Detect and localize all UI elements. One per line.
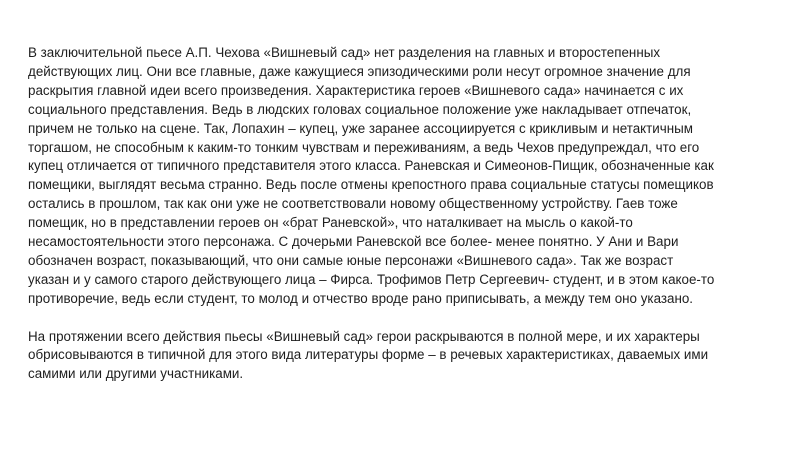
text-line: помещик, но в представлении героев он «брат Раневской», что наталкивает на мысль о какой-то [28, 215, 633, 231]
paragraph-1 [28, 44, 784, 309]
text-line: обрисовываются в типичной для этого вида литературы форме – в речевых характеристиках, даваемых ими [28, 347, 709, 363]
paragraph-2 [28, 328, 784, 385]
text-line: купец отличается от типичного представителя этого класса. Раневская и Симеонов-Пищик, обозначенные как [28, 158, 714, 174]
text-body [28, 44, 784, 384]
text-line: раскрытия главной идеи всего произведения. Характеристика героев «Вишневого сада» начинается с их [28, 82, 684, 98]
text-line: торгашом, не способным к каким-то тонким чувствам и переживаниям, а ведь Чехов предупреждал, что его [28, 139, 700, 155]
text-line: помещики, выглядят весьма странно. Ведь после отмены крепостного права социальные статусы помещиков [28, 177, 714, 193]
text-line: причем не только на сцене. Так, Лопахин – купец, уже заранее ассоциируется с крикливым и нетактичным [28, 120, 693, 136]
text-line: На протяжении всего действия пьесы «Вишневый сад» герои раскрываются в полной мере, и их характеры [28, 328, 700, 344]
text-line: действующих лиц. Они все главные, даже кажущиеся эпизодическими роли несут огромное значение для [28, 63, 691, 79]
text-line: социального представления. Ведь в людских головах социальное положение уже накладывает отпечаток, [28, 101, 692, 117]
text-line: остались в прошлом, так как они уже не соответствовали новому общественному устройству. Гаев тоже [28, 196, 678, 212]
text-line: В заключительной пьесе А.П. Чехова «Вишневый сад» нет разделения на главных и второстепенных [28, 45, 661, 60]
text-line: указан и у самого старого действующего лица – Фирса. Трофимов Петр Сергеевич- студент, и в этом какое-то [28, 271, 715, 287]
text-line: несамостоятельности этого персонажа. С дочерьми Раневской все более- менее понятно. У Ани и Вари [28, 234, 679, 250]
text-line: обозначен возраст, показывающий, что они самые юные персонажи «Вишневого сада». Так же возраст [28, 252, 674, 268]
text-line: самими или другими участниками. [28, 366, 244, 382]
text-line: противоречие, ведь если студент, то молод и отчество вроде рано приписывать, а между тем оно указано. [28, 290, 694, 306]
